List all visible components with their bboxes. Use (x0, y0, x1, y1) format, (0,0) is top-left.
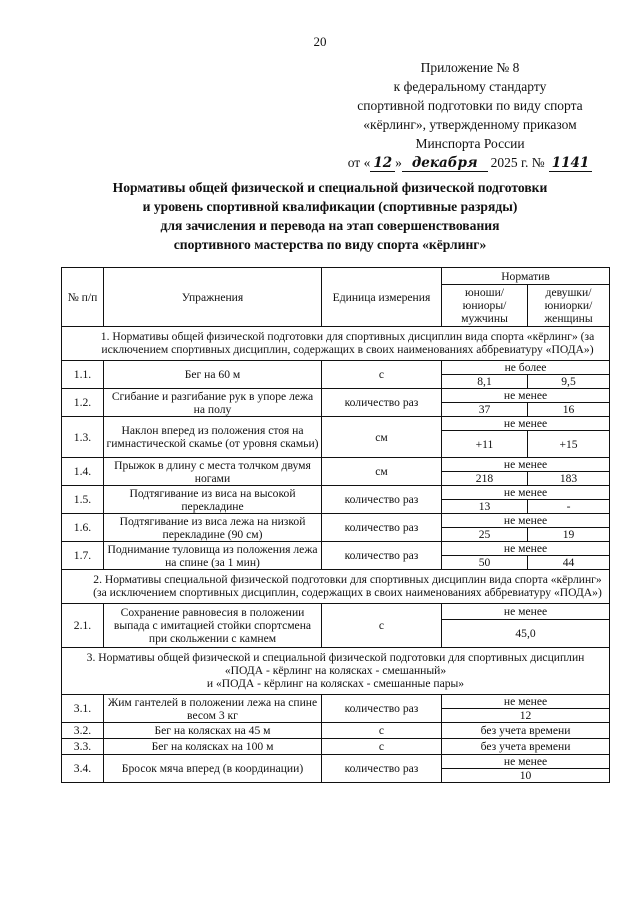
value-female: 19 (528, 528, 610, 542)
date-mid: » (395, 155, 402, 170)
row-unit: см (322, 458, 442, 486)
row-unit: количество раз (322, 389, 442, 417)
row-exercise: Бег на 60 м (104, 361, 322, 389)
row-exercise: Наклон вперед из положения стоя на гимнастической скамье (от уровня скамьи) (104, 417, 322, 458)
date-prefix: от « (347, 155, 371, 170)
section-title-line: 3. Нормативы общей физической и специальной физической подготовки для спортивных дисциплин «ПОДА - кёрлинг на колясках - смешанный» (86, 651, 585, 677)
header-exercise: Упражнения (104, 268, 322, 327)
appendix-line: к федеральному стандарту (393, 79, 547, 94)
row-num: 3.1. (62, 695, 104, 723)
row-exercise: Сгибание и разгибание рук в упоре лежа на полу (104, 389, 322, 417)
row-exercise: Бег на колясках на 45 м (104, 723, 322, 739)
row-exercise: Подтягивание из виса на высокой перекладине (104, 486, 322, 514)
value-female: +15 (528, 431, 610, 458)
row-unit: с (322, 604, 442, 648)
value-male: +11 (442, 431, 528, 458)
row-num: 1.7. (62, 542, 104, 570)
row-num: 1.2. (62, 389, 104, 417)
handwritten-day: 12 (370, 156, 395, 172)
header-male: юноши/ юниоры/ мужчины (442, 285, 528, 327)
row-exercise: Жим гантелей в положении лежа на спине весом 3 кг (104, 695, 322, 723)
header-unit: Единица измерения (322, 268, 442, 327)
title-line: для зачисления и перевода на этап совершенствования (160, 218, 500, 233)
row-num: 2.1. (62, 604, 104, 648)
row-exercise: Подтягивание из виса лежа на низкой перекладине (90 см) (104, 514, 322, 542)
value-combined: без учета времени (442, 723, 610, 739)
value-combined: 10 (442, 769, 610, 783)
value-female: 16 (528, 403, 610, 417)
handwritten-month: декабря (402, 156, 488, 172)
title-line: и уровень спортивной квалификации (спортивные разряды) (142, 199, 518, 214)
row-num: 1.6. (62, 514, 104, 542)
row-exercise: Сохранение равновесия в положении выпада с имитацией стойки спортсмена при скольжении с камнем (104, 604, 322, 648)
row-unit: количество раз (322, 514, 442, 542)
section-title-line: и «ПОДА - кёрлинг на колясках - смешанные пары» (206, 677, 465, 690)
row-unit: количество раз (322, 755, 442, 783)
order-date-line (330, 153, 610, 172)
appendix-header (330, 58, 610, 172)
value-male: 50 (442, 556, 528, 570)
row-exercise: Поднимание туловища из положения лежа на спине (за 1 мин) (104, 542, 322, 570)
row-condition: не менее (442, 417, 610, 431)
value-male: 13 (442, 500, 528, 514)
row-condition: не менее (442, 486, 610, 500)
row-num: 3.3. (62, 739, 104, 755)
appendix-line: Минспорта России (415, 136, 525, 151)
appendix-line: «кёрлинг», утвержденному приказом (363, 117, 577, 132)
row-unit: с (322, 723, 442, 739)
row-num: 1.5. (62, 486, 104, 514)
row-unit: с (322, 361, 442, 389)
appendix-line: спортивной подготовки по виду спорта (357, 98, 583, 113)
row-unit: с (322, 739, 442, 755)
title-line: Нормативы общей физической и специальной физической подготовки (112, 180, 548, 195)
row-condition: не менее (442, 695, 610, 709)
row-unit: количество раз (322, 542, 442, 570)
value-combined: без учета времени (442, 739, 610, 755)
page-number: 20 (313, 34, 327, 49)
row-condition: не менее (442, 604, 610, 620)
header-num: № п/п (62, 268, 104, 327)
date-year: 2025 г. № (490, 155, 545, 170)
value-combined: 45,0 (442, 620, 610, 648)
handwritten-order-number: 1141 (549, 156, 593, 172)
row-unit: количество раз (322, 695, 442, 723)
section-title (62, 648, 610, 695)
row-exercise: Бросок мяча вперед (в координации) (104, 755, 322, 783)
value-female: 44 (528, 556, 610, 570)
row-exercise: Прыжок в длину с места толчком двумя ногами (104, 458, 322, 486)
row-exercise: Бег на колясках на 100 м (104, 739, 322, 755)
row-condition: не более (442, 361, 610, 375)
row-num: 1.4. (62, 458, 104, 486)
value-female: 183 (528, 472, 610, 486)
row-num: 3.2. (62, 723, 104, 739)
title-line: спортивного мастерства по виду спорта «кёрлинг» (173, 237, 487, 252)
row-condition: не менее (442, 389, 610, 403)
section-title: 2. Нормативы специальной физической подготовки для спортивных дисциплин вида спорта «кёрлинг» (за исключением спортивных дисциплин, содержащих в своих наименованиях аббревиатуру «ПОДА») (62, 570, 610, 604)
value-female: 9,5 (528, 375, 610, 389)
row-num: 1.1. (62, 361, 104, 389)
value-combined: 12 (442, 709, 610, 723)
header-norm: Норматив (442, 268, 610, 285)
row-num: 3.4. (62, 755, 104, 783)
norms-table (61, 267, 610, 783)
row-condition: не менее (442, 542, 610, 556)
row-condition: не менее (442, 514, 610, 528)
appendix-line: Приложение № 8 (420, 60, 520, 75)
value-male: 25 (442, 528, 528, 542)
section-title: 1. Нормативы общей физической подготовки для спортивных дисциплин вида спорта «кёрлинг» (за исключением спортивных дисциплин, содержащих в своих наименованиях аббревиатуру «ПОДА») (62, 327, 610, 361)
value-male: 37 (442, 403, 528, 417)
row-unit: см (322, 417, 442, 458)
value-male: 218 (442, 472, 528, 486)
row-num: 1.3. (62, 417, 104, 458)
row-unit: количество раз (322, 486, 442, 514)
document-title (60, 178, 600, 254)
value-female: - (528, 500, 610, 514)
row-condition: не менее (442, 755, 610, 769)
header-female: девушки/ юниорки/ женщины (528, 285, 610, 327)
value-male: 8,1 (442, 375, 528, 389)
row-condition: не менее (442, 458, 610, 472)
